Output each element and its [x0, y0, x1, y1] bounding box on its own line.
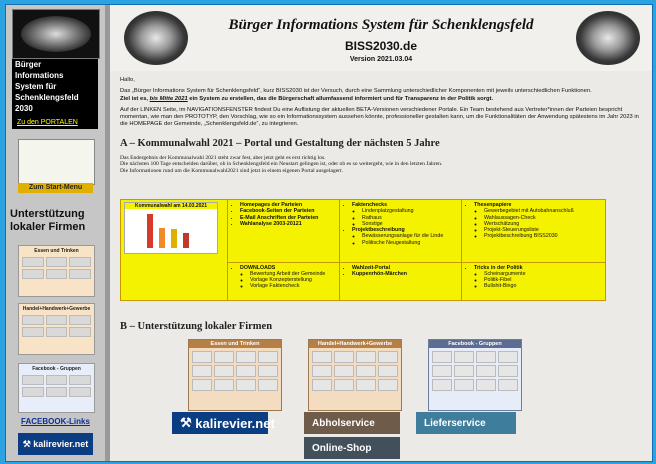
col-downloads: [228, 262, 340, 300]
card-essen-main-title: Essen und Trinken: [189, 340, 281, 348]
chart-cell: [121, 200, 228, 301]
link-fibel[interactable]: ◦ Politik-Fibel: [484, 277, 602, 283]
intro-p2: Auf der LINKEN Seite, im NAVIGATIONSFENSTER findest Du eine Auflistung der aktuellen BETA-Versionen verschiedener Portale. Ein Team bestehend aus Vertreter*innen der Parteien bespricht momentan, wie man den PROTOTYP, den Vorschlag, wie so ein Informationssystem aussehen könnte, professioneller gestalten kann, um die Funktionalitäten der Anwendung spätestens im Jahr 2023 in die HOMEPAGE der Gemeinde, „Schenklengsfeld.de“, zu integrieren.: [120, 107, 639, 127]
facebook-links[interactable]: FACEBOOK-Links: [21, 417, 90, 426]
link-downloads[interactable]: • DOWNLOADS ◦ Bewertung Arbeit der Gemeinde ◦ Vorlage Konzepterstellung ◦ Vorlage Faktencheck: [240, 265, 336, 290]
card-handel-main-title: Handel+Handwerk+Gewerbe: [309, 340, 401, 348]
link-projekt[interactable]: • Projektbeschreibung ◦ Bewässerungsanlage für die Linde ◦ Politische Neugestaltung: [352, 227, 458, 246]
intro-p1: Das „Bürger Informations System für Schenklengsfeld“, kurz BISS2030 ist der Versuch, durch eine Sammlung unterschiedlicher Komponenten mit jeweils unterschiedlichen Funktionen.: [120, 88, 592, 94]
link-steuerung[interactable]: ◦ Projekt-Steuerungsliste: [484, 227, 602, 233]
intro-goal: Ziel ist es, bis Mitte 2021 ein System zu erstellen, das die Bürgerschaft allumfassend informiert und für Transparenz in der Politik sorgt.: [120, 96, 494, 102]
page-frame: [5, 4, 653, 462]
seal-graphic: [21, 16, 91, 52]
portal-link[interactable]: Zu den PORTALEN: [17, 119, 78, 126]
section-a-line2: Die nächsten 100 Tage entscheiden darüber, ob in Schenklengsfeld ein Neustart gelingen ist, oder ob es so weitergeht, wie in den letzten Jahren.: [120, 161, 443, 168]
section-a-heading: A – Kommunalwahl 2021 – Portal und Gestaltung der nächsten 5 Jahre: [120, 138, 440, 149]
kalirevier-main-banner[interactable]: ⚒ kalirevier.net: [172, 412, 268, 434]
site-name: BISS2030.de: [344, 39, 418, 53]
card-facebook[interactable]: [18, 363, 95, 413]
page-title: Bürger Informations System für Schenklengsfeld: [228, 17, 534, 33]
card-handel[interactable]: [18, 303, 95, 355]
election-chart[interactable]: [124, 202, 218, 254]
link-neugestaltung[interactable]: ◦ Politische Neugestaltung: [362, 240, 458, 246]
lieferservice-banner[interactable]: Lieferservice: [416, 412, 516, 434]
abholservice-banner[interactable]: Abholservice: [304, 412, 400, 434]
chart-bar: [147, 214, 153, 248]
link-facebook[interactable]: • Facebook-Seiten der Parteien: [240, 208, 336, 214]
card-handel-title: Handel+Handwerk+Gewerbe: [22, 306, 91, 312]
col-parties: [228, 200, 340, 263]
municipality-logo[interactable]: [12, 9, 100, 59]
col-tricks: [462, 262, 606, 300]
link-email[interactable]: • E-Mail Anschriften der Parteien: [240, 215, 336, 221]
card-handel-main[interactable]: [308, 339, 402, 411]
pickaxe-icon: ⚒: [180, 415, 196, 430]
link-sonstige[interactable]: ◦ Sonstige: [362, 221, 458, 227]
link-bingo[interactable]: ◦ Bullshit-Bingo: [484, 283, 602, 289]
link-kuppen[interactable]: • Kuppenrhön-Märchen: [352, 271, 458, 277]
pickaxe-icon: ⚒: [22, 438, 34, 449]
link-rathaus[interactable]: ◦ Rathaus: [362, 215, 458, 221]
start-menu-button[interactable]: Zum Start-Menu: [18, 183, 93, 193]
chart-bar: [183, 233, 189, 248]
header: [110, 5, 652, 71]
seal-right-icon: [576, 11, 640, 65]
card-facebook-title: Facebook - Gruppen: [32, 366, 81, 372]
col-facts: [340, 200, 462, 263]
section-a-line3: Die Informationen rund um die Kommunalwahl2021 sind jetzt in einem eigenen Portal ausgelagert.: [120, 167, 343, 174]
card-facebook-main-title: Facebook - Gruppen: [429, 340, 521, 348]
kalirevier-label: kalirevier.net: [33, 439, 89, 449]
link-wahlzeit[interactable]: • Wahlzeit-Portal: [352, 265, 458, 271]
link-analysis[interactable]: • Wahlanalyse 2003-20121: [240, 221, 336, 227]
main-content: [110, 5, 652, 461]
portal-table: [120, 199, 606, 301]
link-faktenchecks[interactable]: • Faktenchecks ◦ Lindenplatzgestaltung ◦ Rathaus ◦ Sonstige: [352, 202, 458, 227]
link-schein[interactable]: ◦ Scheinargumente: [484, 271, 602, 277]
link-wahlaussagen[interactable]: ◦ Wahlaussagen-Check: [484, 215, 602, 221]
menu-line-3: System für: [15, 82, 57, 91]
link-homepages[interactable]: • Homepages der Parteien: [240, 202, 336, 208]
section-b-heading: B – Unterstützung lokaler Firmen: [120, 321, 273, 332]
menu-year: 2030: [15, 104, 33, 113]
col-theses: [462, 200, 606, 263]
col-portal: [340, 262, 462, 300]
link-wertschaetzung[interactable]: ◦ Wertschätzung: [484, 221, 602, 227]
version-label: Version 2021.03.04: [349, 56, 413, 63]
onlineshop-banner[interactable]: Online-Shop: [304, 437, 400, 459]
link-tricks[interactable]: • Tricks in der Politik ◦ Scheinargumente ◦ Politik-Fibel ◦ Bullshit-Bingo: [474, 265, 602, 290]
link-bewertung[interactable]: ◦ Bewertung Arbeit der Gemeinde: [250, 271, 336, 277]
link-faktencheck-vorlage[interactable]: ◦ Vorlage Faktencheck: [250, 283, 336, 289]
menu-line-4: Schenklengsfeld: [15, 93, 79, 102]
section-a-line1: Das Endergebnis der Kommunalwahl 2021 steht zwar fest, aber jetzt geht es erst richtig los.: [120, 155, 326, 161]
card-essen-main[interactable]: [188, 339, 282, 411]
chart-bar: [171, 229, 177, 248]
menu-line-1: Bürger: [15, 60, 42, 69]
menu-line-2: Informations: [15, 71, 64, 80]
greeting: Hallo,: [120, 77, 135, 83]
navigation-sidebar: [6, 5, 105, 461]
card-facebook-main[interactable]: [428, 339, 522, 411]
card-essen[interactable]: [18, 245, 95, 297]
link-linden[interactable]: ◦ Lindenplatzgestaltung: [362, 208, 458, 214]
link-thesen[interactable]: • Thesenpapiere ◦ Gewerbegebiet mit Autobahnanschluß ◦ Wahlaussagen-Check ◦ Wertschätzung ◦ Projekt-Steuerungsliste ◦ Projektbeschreibung BISS2030: [474, 202, 602, 240]
intro-section: [120, 77, 646, 174]
link-biss[interactable]: ◦ Projektbeschreibung BISS2030: [484, 233, 602, 239]
card-essen-title: Essen und Trinken: [34, 248, 79, 254]
link-konzept[interactable]: ◦ Vorlage Konzepterstellung: [250, 277, 336, 283]
portal-link-wrap: [12, 118, 98, 128]
start-menu-thumbnail[interactable]: [18, 139, 95, 185]
link-gewerbe[interactable]: ◦ Gewerbegebiet mit Autobahnanschluß: [484, 208, 602, 214]
support-title: Unterstützung lokaler Firmen: [10, 208, 86, 233]
chart-title: Kommunalwahl am 14.03.2021: [125, 203, 217, 209]
link-bewaesserung[interactable]: ◦ Bewässerungsanlage für die Linde: [362, 233, 458, 239]
chart-bar: [159, 228, 165, 248]
kalirevier-banner[interactable]: [18, 433, 93, 455]
